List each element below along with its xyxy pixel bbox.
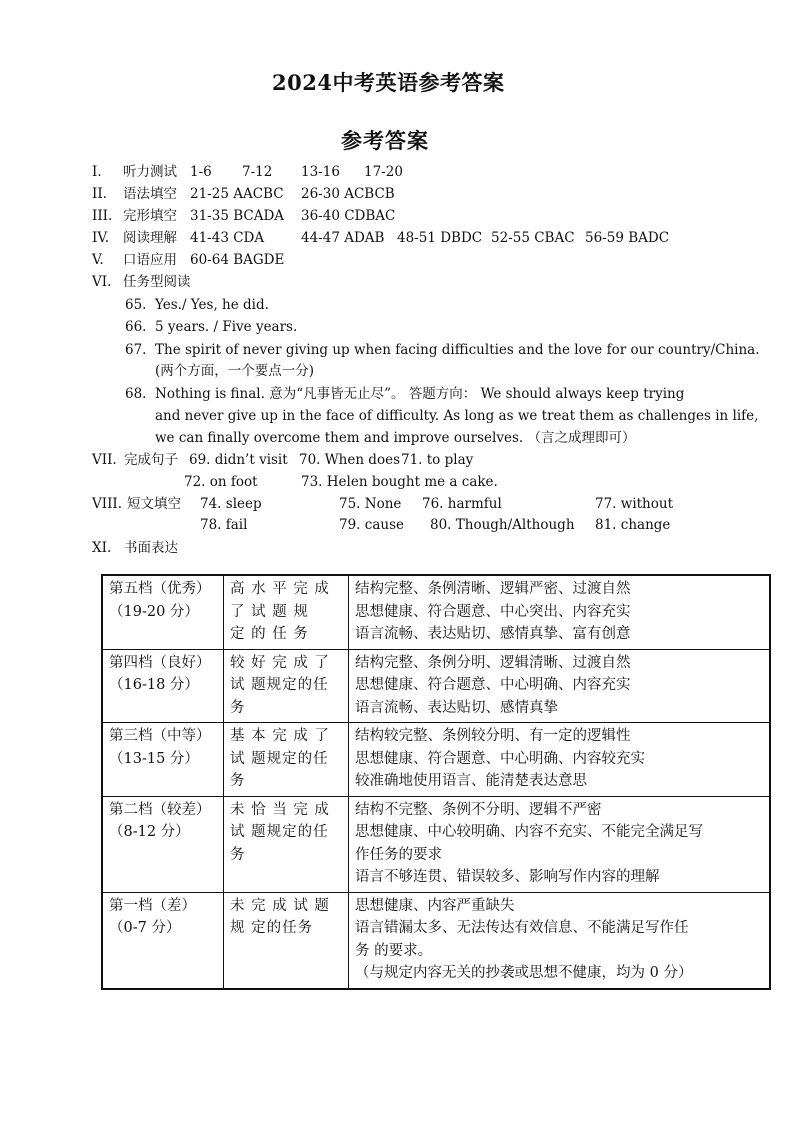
cell-text: 试 题规定的任 [230,824,329,840]
grade-level-cell [102,649,224,723]
answer-76: 76. harmful [422,496,502,512]
answer-range: 52-55 CBAC [491,230,575,246]
section-passage-fill: VIII. 短文填空 74. sleep 75. None 76. harmful 77. without [92,496,674,512]
answer-68: 68. Nothing is final. 意为“凡事皆无止尽”。 答题方向： We should always keep trying [125,386,685,402]
grade-row [102,649,770,723]
grade-level-cell [102,892,224,989]
cell-text: 高 水 平 完 成 [230,581,330,597]
answer-67-note: (两个方面，一个要点一分) [155,363,315,379]
cell-text: 第五档（优秀） [109,581,211,597]
section-label: 阅读理解 [123,230,177,246]
page-title: 2024中考英语参考答案 [272,70,505,95]
cell-text: 第三档（中等） [109,728,211,744]
cell-text: 未 恰 当 完 成 [230,801,330,818]
answer-range: 48-51 DBDC [397,230,483,246]
cell-text: 规 定的任务 [230,920,314,936]
section-label: 任务型阅读 [123,274,191,290]
answer-67: 67. The spirit of never giving up when facing difficulties and the love for our country/China. [125,342,760,358]
grade-criteria-cell [349,575,771,649]
cell-text: 思想健康、中心较明确、内容不充实、不能完全满足写 [355,824,703,840]
cell-text: 务 的要求。 [355,942,433,959]
grade-criteria-cell [349,723,771,797]
cell-text: 了 试 题 规 [230,603,309,620]
answer-range: 41-43 CDA [190,230,265,246]
grade-task-cell [224,796,349,892]
answer-range: 31-35 BCADA [190,208,285,224]
answer-78: 78. fail [200,517,248,533]
section-label: 完形填空 [123,208,177,224]
cell-text: 语言不够连贯、错误较多、影响写作内容的理解 [355,869,660,885]
answer-74: 74. sleep [200,496,262,512]
cell-text: 思想健康、符合题意、中心明确、内容较充实 [355,750,645,767]
answer-range: 36-40 CDBAC [301,208,396,224]
answer-range: 56-59 BADC [585,230,670,246]
cell-text: 务 [230,773,246,789]
cell-text: 定 的 任 务 [230,626,309,642]
answer-71: 71. to play [401,452,474,468]
cell-text: 务 [230,846,246,863]
section-task-reading: VI. 任务型阅读 [92,274,191,290]
cell-text: （与规定内容无关的抄袭或思想不健康，均为 0 分） [355,965,693,981]
cell-text: （13-15 分） [109,750,199,767]
answer-80: 80. Though/Although [430,517,575,533]
answer-range: 21-25 AACBC [190,186,284,202]
cell-text: （8-12 分） [109,824,190,840]
answer-range: 44-47 ADAB [301,230,385,246]
answer-68-line2: and never give up in the face of difficulty. As long as we treat them as challenges in life, [155,408,759,424]
grade-level-cell [102,796,224,892]
answer-81: 81. change [595,517,671,533]
answer-range: 17-20 [364,164,403,180]
grade-criteria-cell [349,892,771,989]
cell-text: 第一档（差） [109,897,196,914]
section-oral: V. 口语应用 60-64 BAGDE [92,252,285,268]
answer-77: 77. without [595,496,674,512]
cell-text: 结构不完整、条例不分明、逻辑不严密 [355,801,602,818]
cell-text: 结构较完整、条例较分明、有一定的逻辑性 [355,728,631,744]
cell-text: 结构完整、条例分明、逻辑清晰、过渡自然 [355,654,631,671]
cell-text: 思想健康、内容严重缺失 [355,897,515,914]
answer-range: 26-30 ACBCB [301,186,395,202]
cell-text: 试 题规定的任 [230,677,329,693]
answer-range: 13-16 [301,164,340,180]
cell-text: （16-18 分） [109,677,199,693]
cell-text: 第二档（较差） [109,801,211,818]
cell-text: 语言流畅、表达贴切、感情真挚 [355,699,558,716]
section-label: 书面表达 [124,540,178,556]
cell-text: 结构完整、条例清晰、逻辑严密、过渡自然 [355,581,631,597]
section-label: 口语应用 [123,252,177,268]
answer-72: 72. on foot [184,474,258,490]
section-label: 完成句子 [124,452,178,468]
cell-text: 试 题规定的任 [230,750,329,767]
cell-text: 思想健康、符合题意、中心突出、内容充实 [355,603,631,620]
answer-range: 1-6 [190,164,212,180]
answer-65: 65. Yes./ Yes, he did. [125,297,269,313]
cell-text: 较准确地使用语言、能清楚表达意思 [355,773,587,789]
answer-66: 66. 5 years. / Five years. [125,319,298,335]
section-sentences: VII. 完成句子 69. didn’t visit 70. When does 71. to play [92,452,474,468]
grade-row [102,723,770,797]
writing-grading-table [101,574,771,990]
grade-row [102,892,770,989]
answer-68-line3: we can finally overcome them and improve ourselves. （言之成理即可） [155,430,636,446]
cell-text: 较 好 完 成 了 [230,654,330,671]
grade-row [102,575,770,649]
answer-73: 73. Helen bought me a cake. [301,474,498,490]
page-subtitle: 参考答案 [341,128,429,153]
answer-69: 69. didn’t visit [189,452,288,468]
grade-criteria-cell [349,649,771,723]
section-reading: IV. 阅读理解 41-43 CDA 44-47 ADAB 48-51 DBDC 52-55 CBAC 56-59 BADC [92,230,670,246]
section-label: 听力测试 [123,164,177,180]
answer-range: 7-12 [242,164,273,180]
section-label: 语法填空 [123,186,177,202]
grade-level-cell [102,575,224,649]
answer-70: 70. When does [299,452,400,468]
grade-level-cell [102,723,224,797]
grade-row [102,796,770,892]
cell-text: 作任务的要求 [355,846,442,863]
cell-text: 语言错漏太多、无法传达有效信息、不能满足写作任 [355,920,689,936]
answer-75: 75. None [339,496,402,512]
cell-text: 未 完 成 试 题 [230,897,330,914]
grade-task-cell [224,649,349,723]
answer-79: 79. cause [339,517,404,533]
cell-text: 语言流畅、表达贴切、感情真挚、富有创意 [355,626,631,642]
section-listening: I. 听力测试 1-6 7-12 13-16 17-20 [92,164,403,180]
section-label: 短文填空 [127,496,181,512]
cell-text: 基 本 完 成 了 [230,728,330,744]
cell-text: 务 [230,699,246,716]
cell-text: （19-20 分） [109,603,199,620]
cell-text: 第四档（良好） [109,654,211,671]
grade-task-cell [224,723,349,797]
answer-range: 60-64 BAGDE [190,252,285,268]
grade-criteria-cell [349,796,771,892]
section-grammar: II. 语法填空 21-25 AACBC 26-30 ACBCB [92,186,395,202]
cell-text: 思想健康、符合题意、中心明确、内容充实 [355,677,631,693]
grade-task-cell [224,575,349,649]
section-writing: XI. 书面表达 [92,540,178,556]
cell-text: （0-7 分） [109,920,181,936]
section-cloze: III. 完形填空 31-35 BCADA 36-40 CDBAC [92,208,396,224]
grade-task-cell [224,892,349,989]
